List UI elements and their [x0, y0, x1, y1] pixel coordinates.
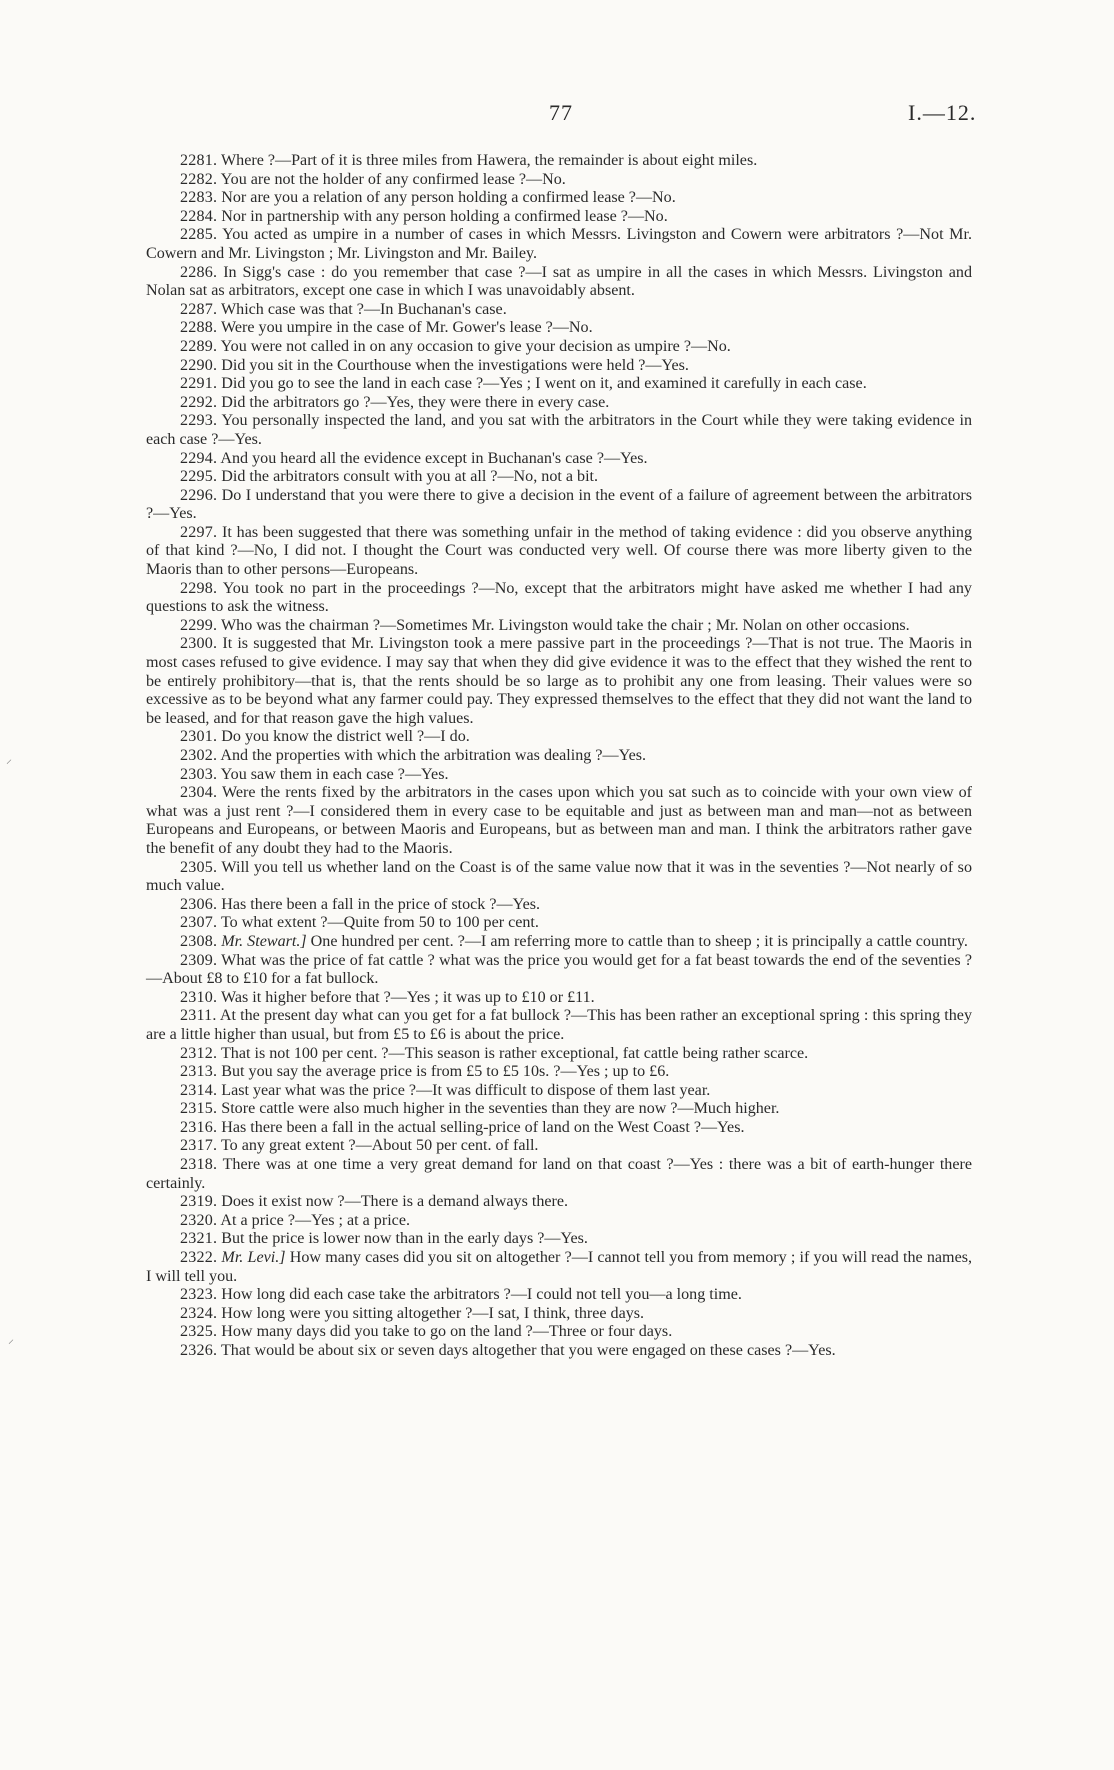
qa-paragraph: [146, 1137, 972, 1156]
qa-paragraph: [146, 989, 972, 1008]
question-answer-text: Which case was that ?—In Buchanan's case.: [220, 300, 507, 318]
question-answer-text: You personally inspected the land, and you sat with the arbitrators in the Court while they were taking evidence in each case ?—Yes.: [146, 412, 972, 448]
question-answer-text: How long did each case take the arbitrators ?—I could not tell you—a long time.: [221, 1286, 742, 1304]
qa-paragraph: [146, 617, 972, 636]
question-answer-text: Did the arbitrators go ?—Yes, they were there in every case.: [221, 393, 610, 411]
question-answer-text: Last year what was the price ?—It was difficult to dispose of them last year.: [221, 1081, 711, 1099]
qa-paragraph: [146, 1230, 972, 1249]
qa-paragraph: [146, 1286, 972, 1305]
question-number: 2287.: [180, 300, 218, 318]
page-number: 77: [549, 100, 573, 125]
question-answer-text: But you say the average price is from £5 to £5 10s. ?—Yes ; up to £6.: [221, 1063, 670, 1081]
question-answer-text: Nor in partnership with any person holding a confirmed lease ?—No.: [221, 207, 668, 225]
question-answer-text: That is not 100 per cent. ?—This season is rather exceptional, fat cattle being rather scarce.: [220, 1044, 809, 1062]
qa-paragraph: [146, 152, 972, 171]
qa-paragraph: [146, 468, 972, 487]
question-answer-text: You were not called in on any occasion to give your decision as umpire ?—No.: [220, 337, 731, 355]
question-answer-text: At a price ?—Yes ; at a price.: [220, 1211, 410, 1229]
margin-mark: ⸝: [6, 752, 13, 766]
question-number: 2288.: [180, 319, 218, 337]
question-answer-text: And you heard all the evidence except in Buchanan's case ?—Yes.: [220, 449, 648, 467]
question-number: 2320.: [180, 1211, 218, 1229]
qa-paragraph: [146, 189, 972, 208]
qa-paragraph: [146, 859, 972, 896]
question-number: 2291.: [180, 375, 218, 393]
question-number: 2285.: [180, 226, 218, 244]
qa-paragraph: [146, 766, 972, 785]
question-number: 2295.: [180, 468, 218, 486]
qa-paragraph: [146, 896, 972, 915]
question-answer-text: Did you go to see the land in each case ?—Yes ; I went on it, and examined it carefully in each case.: [221, 375, 867, 393]
question-answer-text: It is suggested that Mr. Livingston took a mere passive part in the proceedings ?—That is not true. The Maoris in most cases refused to give evidence. I may say that when they did give evidence it was to the effect that they wished the rent to be entirely prohibitory—that is, that the rents should be so large as to prohibit any one from leasing. Their values were so excessive as to be beyond what any farmer could pay. They expressed themselves to the effect that they did not want the land to be leased, and for that reason gave the high values.: [146, 635, 972, 727]
question-number: 2310.: [180, 988, 218, 1006]
qa-paragraph: [146, 784, 972, 858]
question-number: 2317.: [180, 1137, 218, 1155]
qa-paragraph: [146, 1249, 972, 1286]
qa-paragraph: [146, 226, 972, 263]
qa-paragraph: [146, 1212, 972, 1231]
question-number: 2302.: [180, 747, 218, 764]
question-answer-text: In Sigg's case : do you remember that case ?—I sat as umpire in all the cases in which Messrs. Livingston and Nolan sat as arbitrators, except one case in which I was unavoidably absent.: [146, 263, 972, 300]
question-answer-text: You acted as umpire in a number of cases in which Messrs. Livingston and Cowern were arbitrators ?—Not Mr. Cowern and Mr. Livingston ; Mr. Livingston and Mr. Bailey.: [146, 226, 972, 262]
question-number: 2324.: [180, 1304, 218, 1322]
question-number: 2325.: [180, 1323, 218, 1341]
qa-paragraph: [146, 1045, 972, 1064]
evidence-transcript: [146, 152, 972, 1361]
qa-paragraph: [146, 1100, 972, 1119]
qa-paragraph: [146, 1342, 972, 1361]
question-number: 2296.: [180, 486, 218, 504]
question-number: 2307.: [180, 914, 218, 932]
question-number: 2297.: [180, 523, 218, 541]
question-answer-text: Did the arbitrators consult with you at all ?—No, not a bit.: [221, 468, 599, 486]
question-answer-text: Was it higher before that ?—Yes ; it was up to £10 or £11.: [220, 988, 595, 1006]
question-answer-text: That would be about six or seven days altogether that you were engaged on these cases ?—Yes.: [220, 1342, 836, 1359]
question-answer-text: Did you sit in the Courthouse when the investigations were held ?—Yes.: [221, 356, 689, 374]
qa-paragraph: [146, 171, 972, 190]
question-number: 2284.: [180, 207, 218, 225]
question-answer-text: Do you know the district well ?—I do.: [221, 728, 470, 746]
qa-paragraph: [146, 1323, 972, 1342]
question-number: 2323.: [180, 1286, 218, 1304]
qa-paragraph: [146, 412, 972, 449]
question-number: 2282.: [180, 170, 218, 188]
qa-paragraph: [146, 728, 972, 747]
question-number: 2301.: [180, 728, 218, 746]
question-answer-text: Do I understand that you were there to give a decision in the event of a failure of agreement between the arbitrators ?—Yes.: [146, 486, 972, 523]
question-number: 2312.: [180, 1044, 218, 1062]
qa-paragraph: [146, 264, 972, 301]
question-number: 2283.: [180, 189, 218, 207]
question-answer-text: At the present day what can you get for a fat bullock ?—This has been rather an exceptional spring : this spring they are a little higher than usual, but from £5 to £6 is about the price.: [146, 1007, 972, 1043]
question-number: 2309.: [180, 951, 218, 969]
question-answer-text: How long were you sitting altogether ?—I sat, I think, three days.: [221, 1304, 645, 1322]
question-number: 2290.: [180, 356, 218, 374]
question-number: 2286.: [180, 263, 218, 281]
question-number: 2313.: [180, 1063, 218, 1081]
question-number: 2318.: [180, 1156, 218, 1174]
question-number: 2281.: [180, 152, 218, 169]
question-answer-text: Will you tell us whether land on the Coast is of the same value now that it was in the seventies ?—Not nearly of so much value.: [146, 858, 972, 895]
question-answer-text: Nor are you a relation of any person holding a confirmed lease ?—No.: [221, 189, 676, 207]
question-number: 2294.: [180, 449, 218, 467]
page-header: [0, 100, 1114, 134]
question-number: 2304.: [180, 784, 218, 802]
question-number: 2319.: [180, 1193, 218, 1211]
question-answer-text: Does it exist now ?—There is a demand always there.: [221, 1193, 569, 1211]
question-number: 2299.: [180, 616, 218, 634]
question-number: 2316.: [180, 1118, 218, 1136]
qa-paragraph: [146, 1305, 972, 1324]
qa-paragraph: [146, 524, 972, 580]
question-answer-text: Were the rents fixed by the arbitrators in the cases upon which you sat such as to coincide with your own view of what was a just rent ?—I considered them in every case to be equitable and just as between man and man—not as between Europeans and Europeans, or between Maoris and Europeans, but as between man and man. I think the arbitrators rather gave the benefit of any doubt they had to the Maoris.: [146, 784, 973, 857]
question-answer-text: One hundred per cent. ?—I am referring more to cattle than to sheep ; it is principally a cattle country.: [306, 932, 968, 950]
question-answer-text: How many days did you take to go on the land ?—Three or four days.: [221, 1323, 673, 1341]
question-answer-text: You saw them in each case ?—Yes.: [220, 765, 449, 783]
qa-paragraph: [146, 338, 972, 357]
question-number: 2303.: [180, 765, 218, 783]
qa-paragraph: [146, 301, 972, 320]
question-answer-text: You are not the holder of any confirmed lease ?—No.: [220, 170, 566, 188]
question-answer-text: How many cases did you sit on altogether ?—I cannot tell you from memory ; if you will read the names, I will tell you.: [146, 1249, 972, 1285]
question-answer-text: To what extent ?—Quite from 50 to 100 per cent.: [220, 914, 539, 932]
qa-paragraph: [146, 914, 972, 933]
qa-paragraph: [146, 933, 972, 952]
question-number: 2322.: [180, 1249, 218, 1267]
qa-paragraph: [146, 450, 972, 469]
qa-paragraph: [146, 375, 972, 394]
question-answer-text: Were you umpire in the case of Mr. Gower's lease ?—No.: [220, 319, 593, 337]
question-number: 2321.: [180, 1230, 218, 1248]
question-number: 2308.: [180, 932, 218, 950]
qa-paragraph: [146, 1156, 972, 1193]
question-number: 2292.: [180, 393, 218, 411]
question-answer-text: It has been suggested that there was something unfair in the method of taking evidence : did you observe anything of that kind ?—No, I did not. I thought the Court was conducted very well. Of course there was more liberty given to the Maoris than to other persons—Europeans.: [146, 523, 972, 579]
document-reference: I.—12.: [908, 100, 977, 125]
question-number: 2300.: [180, 635, 218, 653]
question-answer-text: Has there been a fall in the price of stock ?—Yes.: [221, 895, 541, 913]
qa-paragraph: [146, 747, 972, 766]
question-number: 2314.: [180, 1081, 218, 1099]
question-answer-text: To any great extent ?—About 50 per cent. of fall.: [220, 1137, 539, 1155]
question-answer-text: But the price is lower now than in the early days ?—Yes.: [221, 1230, 588, 1248]
qa-paragraph: [146, 635, 972, 728]
question-answer-text: There was at one time a very great demand for land on that coast ?—Yes : there was a bit of earth-hunger there certainly.: [146, 1156, 973, 1192]
question-answer-text: Store cattle were also much higher in the seventies than they are now ?—Much higher.: [221, 1100, 780, 1118]
question-number: 2306.: [180, 895, 218, 913]
qa-paragraph: [146, 1063, 972, 1082]
question-number: 2315.: [180, 1100, 218, 1118]
margin-mark: ⸝: [8, 1332, 15, 1346]
qa-paragraph: [146, 208, 972, 227]
question-number: 2326.: [180, 1342, 218, 1359]
qa-paragraph: [146, 580, 972, 617]
qa-paragraph: [146, 1007, 972, 1044]
question-number: 2311.: [180, 1007, 217, 1025]
question-answer-text: And the properties with which the arbitration was dealing ?—Yes.: [220, 747, 647, 764]
question-answer-text: What was the price of fat cattle ? what was the price you would get for a fat beast towards the end of the seventies ?—About £8 to £10 for a fat bullock.: [146, 951, 972, 988]
qa-paragraph: [146, 357, 972, 376]
question-number: 2289.: [180, 337, 218, 355]
question-answer-text: Has there been a fall in the actual selling-price of land on the West Coast ?—Yes.: [221, 1118, 745, 1136]
question-number: 2305.: [180, 858, 218, 876]
qa-paragraph: [146, 1082, 972, 1101]
speaker-name: Mr. Stewart.]: [221, 932, 307, 950]
question-answer-text: You took no part in the proceedings ?—No, except that the arbitrators might have asked me whether I had any questions to ask the witness.: [146, 579, 972, 616]
qa-paragraph: [146, 1193, 972, 1212]
question-number: 2298.: [180, 579, 218, 597]
question-number: 2293.: [180, 412, 218, 430]
qa-paragraph: [146, 394, 972, 413]
qa-paragraph: [146, 1119, 972, 1138]
qa-paragraph: [146, 319, 972, 338]
qa-paragraph: [146, 487, 972, 524]
speaker-name: Mr. Levi.]: [221, 1249, 286, 1267]
question-answer-text: Who was the chairman ?—Sometimes Mr. Livingston would take the chair ; Mr. Nolan on other occasions.: [220, 616, 910, 634]
qa-paragraph: [146, 952, 972, 989]
question-answer-text: Where ?—Part of it is three miles from Hawera, the remainder is about eight miles.: [220, 152, 758, 169]
